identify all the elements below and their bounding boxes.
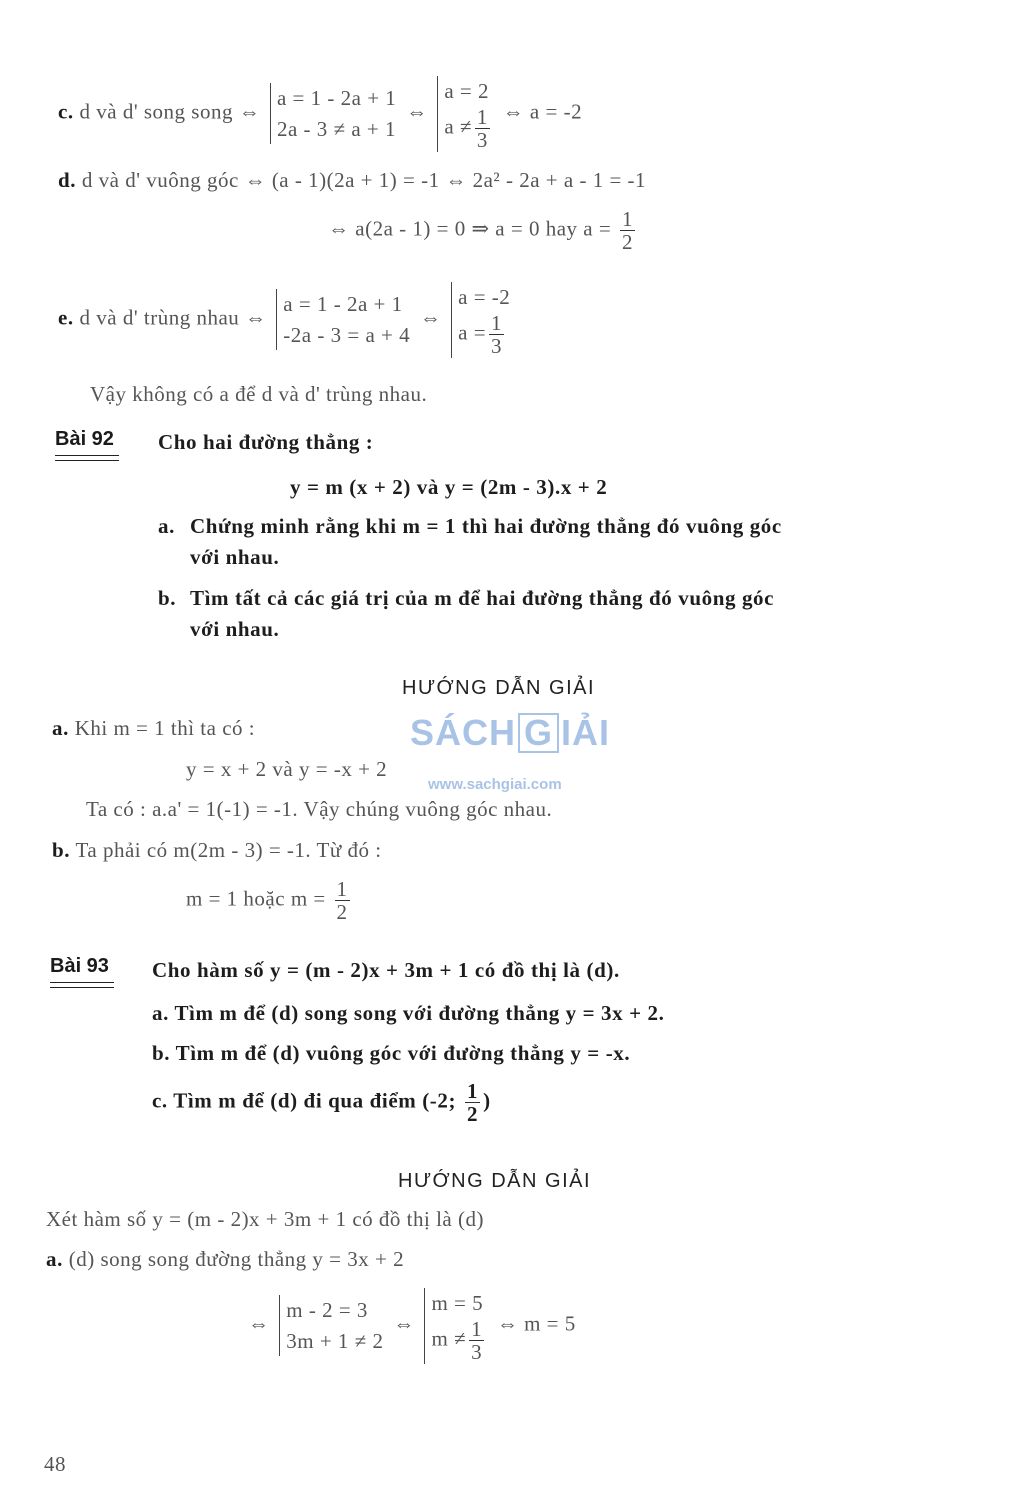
bai-92-a-text: Chứng minh rằng khi m = 1 thì hai đường thẳng đó vuông góc [190,514,782,538]
bai-93-sol-intro: Xét hàm số y = (m - 2)x + 3m + 1 có đồ thị là (d) [46,1207,484,1231]
part-c-fraction [475,106,490,151]
part-e-equiv: ⇔ [419,305,442,330]
part-d-line1: d và d' vuông góc ⇔ (a - 1)(2a + 1) = -1 ⇔ 2a² - 2a + a - 1 = -1 [81,168,647,192]
bai-92-sol-b [52,838,382,863]
bai-93-sys2-line2 [431,1318,487,1363]
part-e-frac-num: 1 [491,311,503,336]
watermark-logo-post: IẢI [561,712,611,753]
bai-93-c-text: Tìm m để (d) đi qua điểm (-2; [173,1088,457,1113]
bai-93-a-label: a. [152,1001,169,1025]
part-c-sys1-line2: 2a - 3 ≠ a + 1 [276,116,396,141]
part-e-sys2-line1: a = -2 [458,285,511,309]
bai-93-c-label: c. [152,1088,168,1113]
part-d-label: d. [58,168,77,192]
bai-93-intro: Cho hàm số y = (m - 2)x + 3m + 1 có đồ thị là (d). [152,958,620,982]
bai-93-c-frac-den: 2 [466,1102,479,1127]
bai-92-sol-a-label: a. [52,716,69,740]
bai-93-system-1 [279,1295,383,1356]
watermark-logo-box: G [518,713,559,753]
part-d-line2-text: ⇔ a(2a - 1) = 0 ⇒ a = 0 hay a = [328,216,612,241]
bai-93-b-label: b. [152,1041,171,1065]
bai-92-b-text2: với nhau. [190,617,280,641]
bai-92-title: Bài 92 [55,428,114,450]
part-e-text: d và d' trùng nhau ⇔ [79,305,267,330]
bai-92-intro: Cho hai đường thẳng : [158,430,374,454]
bai-93-c-close: ) [483,1088,491,1113]
bai-92-sol-b-label: b. [52,838,71,862]
watermark-logo [410,712,610,754]
bai-93-a [152,1001,664,1026]
bai-93-sys2-pre: m ≠ [431,1326,467,1351]
part-e-sys2-pre: a = [458,320,487,345]
bai-92-b-label: b. [158,586,177,610]
bai-92-frac-num: 1 [336,877,348,901]
bai-93-sys1-line1: m - 2 = 3 [286,1298,368,1323]
bai-92-sol-b-result-text: m = 1 hoặc m = [186,886,326,911]
part-e-system-1 [276,289,410,350]
bai-93-sys2-fraction [469,1318,484,1363]
part-e-frac-den: 3 [491,334,503,359]
part-e-sys1-line1: a = 1 - 2a + 1 [283,292,403,317]
bai-93-equiv: ⇔ [393,1311,415,1336]
bai-93-sol-a [46,1247,404,1272]
part-e-sys1-line2: -2a - 3 = a + 4 [283,322,411,347]
part-c-frac-num: 1 [476,105,488,130]
bai-92-underline [55,455,119,461]
bai-92-a-text2: với nhau. [190,545,280,569]
page-number: 48 [44,1452,66,1476]
part-c-sys2-line1: a = 2 [444,79,489,103]
bai-92-frac-den: 2 [336,900,348,925]
part-c-frac-den: 3 [476,128,488,153]
watermark-url: www.sachgiai.com [428,776,562,793]
bai-93-sys2-frac-den: 3 [471,1340,483,1365]
bai-92-sol-a-text: Khi m = 1 thì ta có : [74,716,256,740]
part-c-sys2-pre: a ≠ [444,114,472,139]
part-c-label: c. [58,99,74,124]
bai-93-sys2-frac-num: 1 [471,1317,483,1342]
bai-93-sys1-line2: 3m + 1 ≠ 2 [286,1328,384,1353]
bai-92-a-label: a. [158,514,175,538]
part-e-fraction [489,312,504,357]
part-e [58,282,514,358]
part-d-fraction [620,208,635,253]
bai-93-system-2 [424,1288,487,1364]
part-e-sys2-line2 [458,312,510,357]
part-c [58,76,582,152]
bai-92-b-text: Tìm tất cả các giá trị của m để hai đường thẳng đó vuông góc [190,586,775,610]
part-e-label: e. [58,305,74,330]
bai-93-sol-a-text: (d) song song đường thẳng y = 3x + 2 [68,1247,405,1271]
bai-92-equation: y = m (x + 2) và y = (2m - 3).x + 2 [290,475,608,499]
bai-93-sol-a-label: a. [46,1247,63,1271]
part-d [58,168,646,193]
bai-93-c-frac-num: 1 [466,1079,479,1103]
part-c-equiv: ⇔ [406,99,428,124]
bai-93-underline [50,982,114,988]
part-c-text: d và d' song song ⇔ [79,99,261,124]
bai-92-sol-b-text: Ta phải có m(2m - 3) = -1. Từ đó : [75,838,382,862]
bai-93-title: Bài 93 [50,955,109,977]
bai-93-sol-a-system [248,1288,576,1364]
watermark-logo-pre: SÁCH [410,712,517,753]
bai-93-solution-heading: HƯỚNG DẪN GIẢI [398,1170,592,1192]
part-d-line2 [328,208,638,253]
part-c-system-1 [270,83,396,144]
bai-93-b [152,1041,630,1066]
part-e-conclusion: Vậy không có a để d và d' trùng nhau. [90,382,428,406]
part-c-sys1-line1: a = 1 - 2a + 1 [276,86,397,111]
bai-93-c-fraction [465,1080,480,1125]
bai-93-sys2-line1: m = 5 [431,1291,484,1315]
bai-92-sol-a [52,716,255,741]
part-d-frac-num: 1 [621,207,633,231]
bai-93-result: ⇔ m = 5 [496,1311,576,1336]
bai-92-sol-b-result [186,878,353,923]
part-c-system-2 [437,76,493,152]
part-c-sys2-line2 [444,106,493,151]
bai-92-sol-a-eq: y = x + 2 và y = -x + 2 [186,757,388,781]
bai-92-solution-heading: HƯỚNG DẪN GIẢI [402,677,596,699]
bai-93-b-text: Tìm m để (d) vuông góc với đường thẳng y = -x. [175,1041,631,1065]
bai-93-lead-equiv: ⇔ [248,1311,270,1336]
bai-93-a-text: Tìm m để (d) song song với đường thẳng y = 3x + 2. [174,1001,665,1025]
part-c-result: ⇔ a = -2 [502,99,583,124]
bai-92-sol-b-fraction [335,878,350,923]
part-e-system-2 [451,282,510,358]
part-d-frac-den: 2 [621,230,633,255]
bai-93-c [152,1080,491,1125]
bai-92-sol-a-conclusion: Ta có : a.a' = 1(-1) = -1. Vậy chúng vuông góc nhau. [86,797,553,821]
